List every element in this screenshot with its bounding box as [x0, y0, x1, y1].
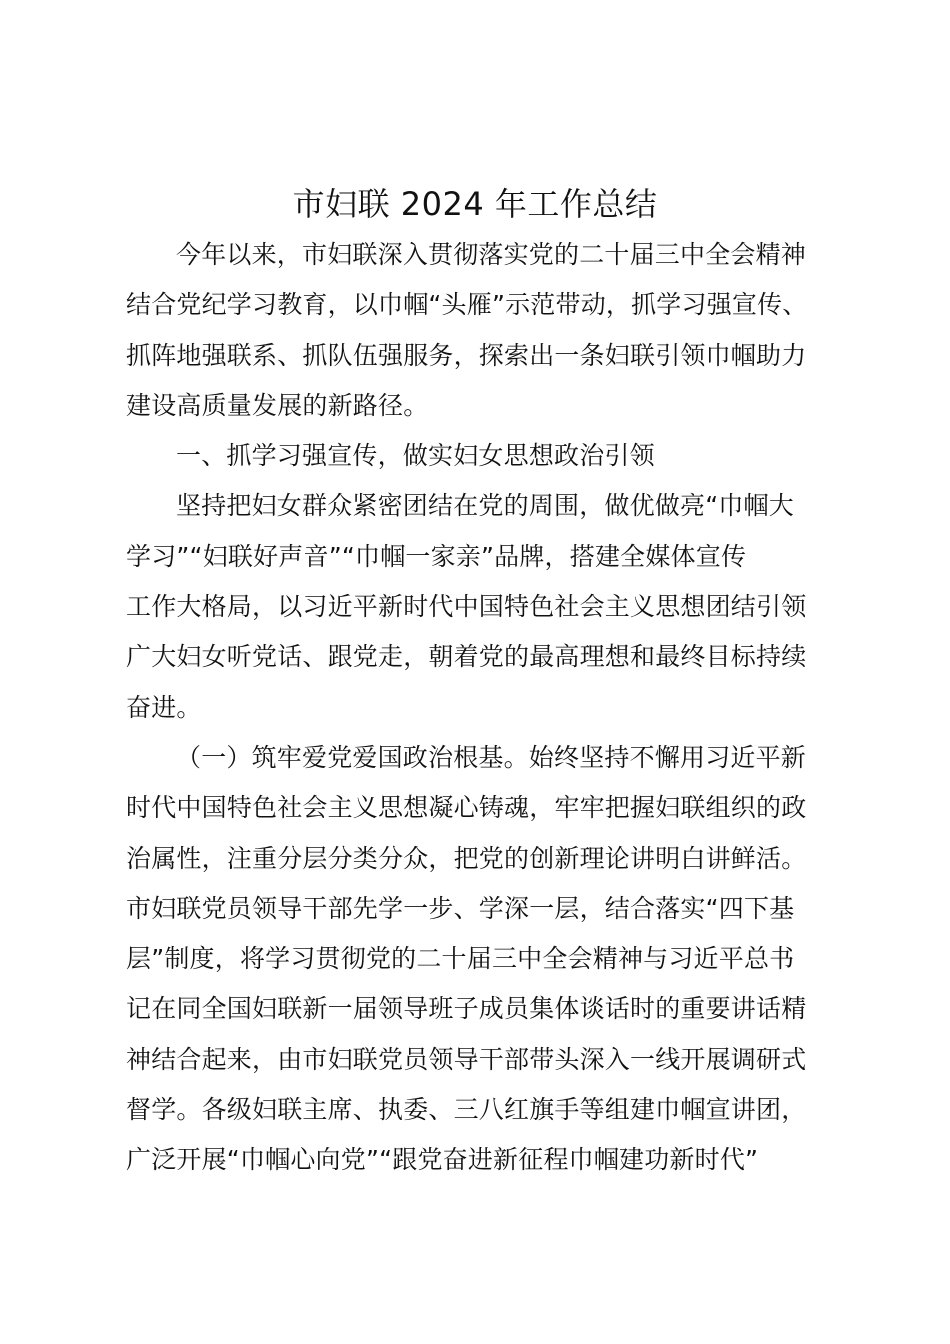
paragraph-line: 督学。各级妇联主席、执委、三八红旗手等组建巾帼宣讲团， [126, 1095, 807, 1125]
paragraph-line: 时代中国特色社会主义思想凝心铸魂，牢牢把握妇联组织的政 [126, 793, 807, 823]
paragraph-line: 奋进。 [126, 692, 202, 722]
paragraph-line: 层”制度，将学习贯彻党的二十届三中全会精神与习近平总书 [126, 944, 795, 974]
paragraph-line: 今年以来，市妇联深入贯彻落实党的二十届三中全会精神 [176, 240, 807, 269]
paragraph-line: 坚持把妇女群众紧密团结在党的周围，做优做亮“巾帼大 [176, 491, 794, 521]
section-heading: 一、抓学习强宣传，做实妇女思想政治引领 [176, 441, 655, 471]
paragraph-line: 广大妇女听党话、跟党走，朝着党的最高理想和最终目标持续 [126, 642, 807, 672]
paragraph-line: 广泛开展“巾帼心向党”“跟党奋进新征程巾帼建功新时代” [126, 1145, 759, 1175]
paragraph-line: 神结合起来，由市妇联党员领导干部带头深入一线开展调研式 [126, 1044, 807, 1074]
document-body [126, 230, 846, 1186]
paragraph-line: 建设高质量发展的新路径。 [126, 390, 429, 420]
paragraph-line: 学习”“妇联好声音”“巾帼一家亲”品牌，搭建全媒体宣传 [126, 541, 747, 571]
paragraph-line: 市妇联党员领导干部先学一步、学深一层，结合落实“四下基 [126, 893, 795, 923]
paragraph-line: （一）筑牢爱党爱国政治根基。始终坚持不懈用习近平新 [176, 742, 807, 772]
paragraph-line: 抓阵地强联系、抓队伍强服务，探索出一条妇联引领巾帼助力 [126, 340, 807, 370]
paragraph-line: 结合党纪学习教育，以巾帼“头雁”示范带动，抓学习强宣传、 [126, 290, 808, 320]
paragraph-line: 工作大格局，以习近平新时代中国特色社会主义思想团结引领 [126, 592, 807, 622]
paragraph-line: 记在同全国妇联新一届领导班子成员集体谈话时的重要讲话精 [126, 994, 807, 1024]
paragraph-line: 治属性，注重分层分类分众，把党的创新理论讲明白讲鲜活。 [126, 843, 807, 873]
document-title: 市妇联 2024 年工作总结 [292, 185, 658, 223]
